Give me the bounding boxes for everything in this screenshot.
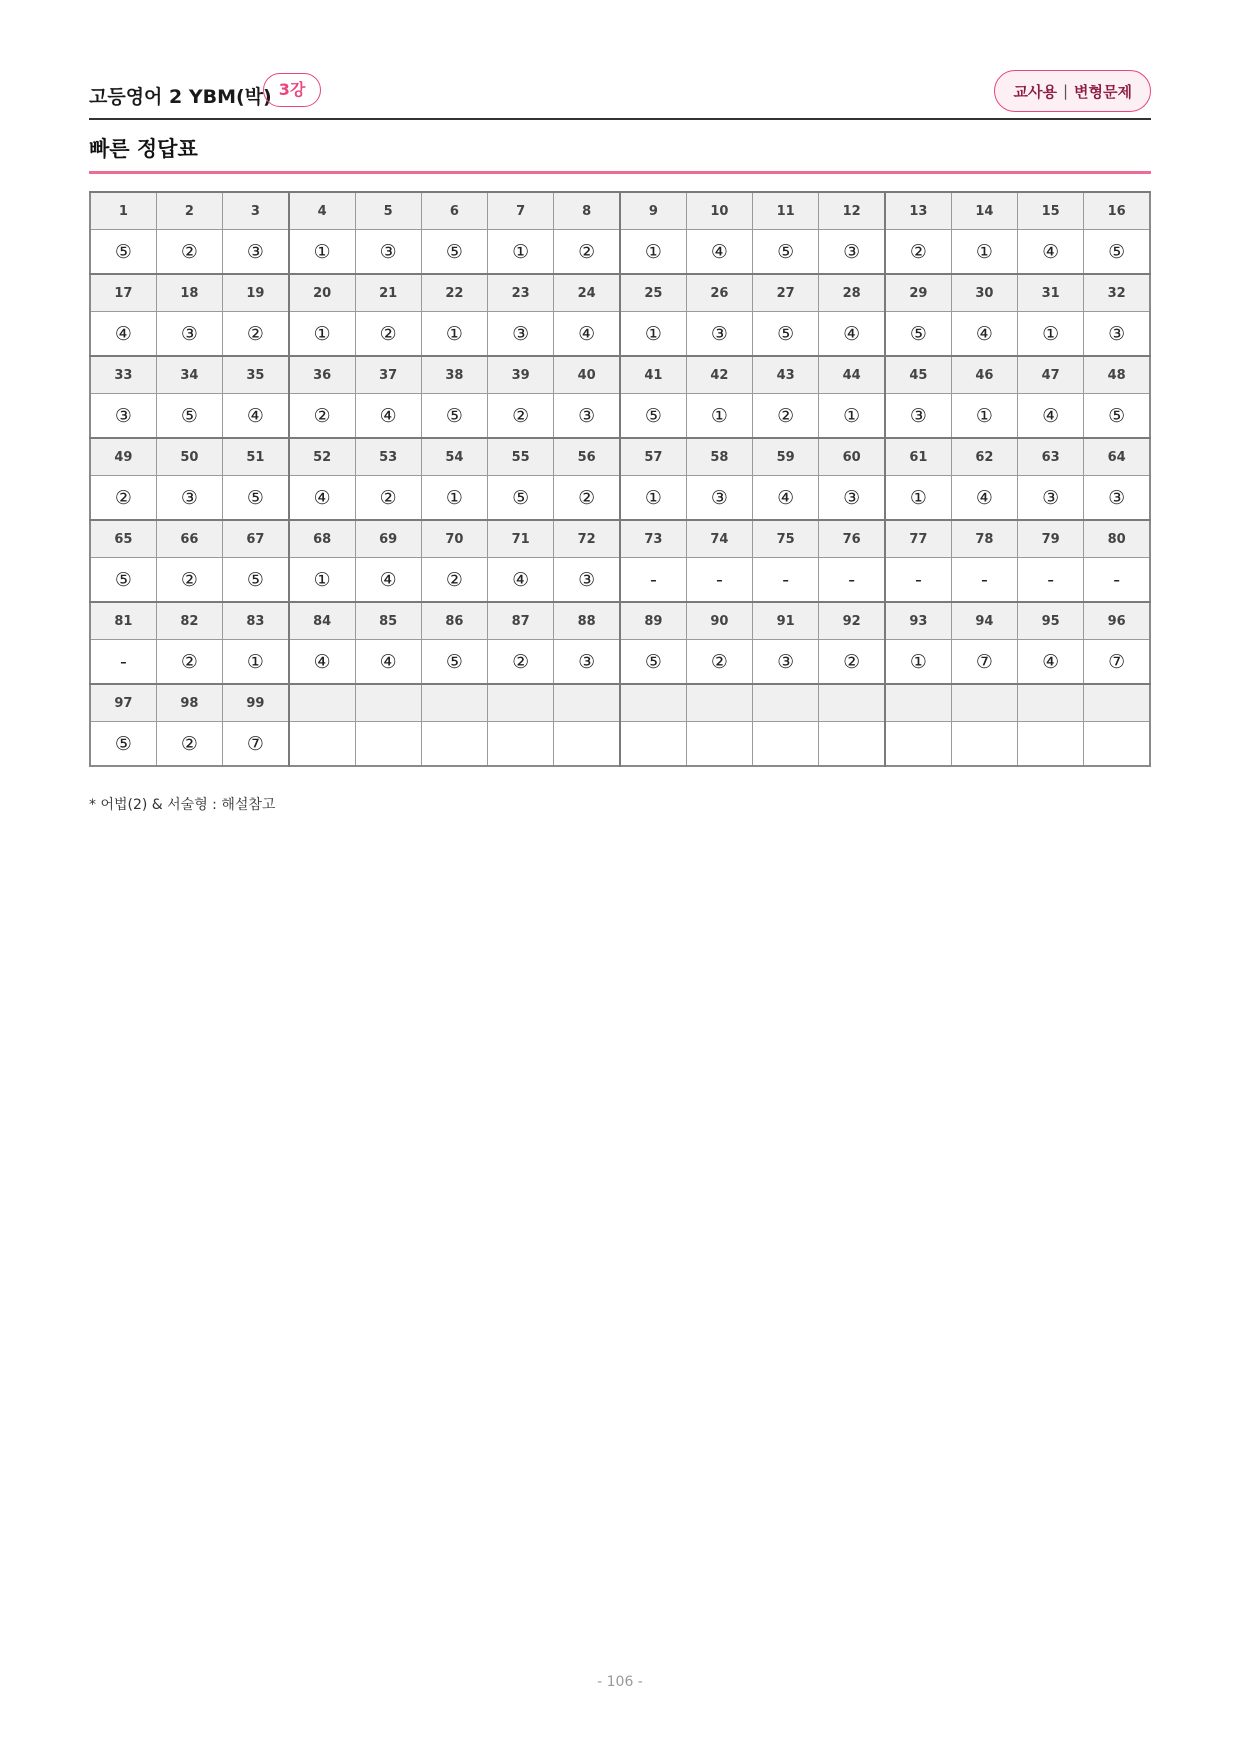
question-number-cell: 88 [554,602,620,640]
question-number-cell: 3 [223,192,289,230]
question-number-cell: 85 [355,602,421,640]
question-number-cell: 53 [355,438,421,476]
question-number-cell: 9 [620,192,686,230]
answer-cell: ⑤ [620,394,686,439]
answer-cell: - [620,558,686,603]
question-number-cell: 57 [620,438,686,476]
answer-cell: ③ [488,312,554,357]
question-number-cell: 34 [156,356,222,394]
question-number-cell: 73 [620,520,686,558]
question-number-row [90,602,1150,640]
question-number-cell: 63 [1018,438,1084,476]
answer-cell: ⑤ [421,640,487,685]
answer-cell: ⑤ [90,558,156,603]
question-number-cell: 33 [90,356,156,394]
question-number-cell: 56 [554,438,620,476]
answer-cell [1018,722,1084,767]
question-number-cell: 11 [753,192,819,230]
answer-row [90,558,1150,603]
question-number-cell: 80 [1084,520,1150,558]
answer-cell: - [686,558,752,603]
answer-cell: ③ [819,476,885,521]
question-number-cell: 79 [1018,520,1084,558]
question-number-cell: 59 [753,438,819,476]
question-number-cell: 70 [421,520,487,558]
answer-cell: ④ [355,394,421,439]
question-number-cell: 7 [488,192,554,230]
question-number-cell: 74 [686,520,752,558]
question-number-cell: 28 [819,274,885,312]
answer-cell: ① [421,476,487,521]
question-number-cell: 31 [1018,274,1084,312]
answer-cell: ③ [885,394,951,439]
question-number-cell: 22 [421,274,487,312]
answer-cell [819,722,885,767]
answer-cell: ④ [951,476,1017,521]
question-number-cell: 51 [223,438,289,476]
question-number-cell: 27 [753,274,819,312]
question-number-cell: 39 [488,356,554,394]
question-number-cell: 37 [355,356,421,394]
answer-row [90,394,1150,439]
question-number-cell: 55 [488,438,554,476]
question-number-cell: 78 [951,520,1017,558]
answer-cell: ③ [1084,312,1150,357]
answer-cell: ③ [554,394,620,439]
question-number-cell: 64 [1084,438,1150,476]
answer-cell: ② [488,394,554,439]
question-number-cell: 29 [885,274,951,312]
answer-cell: ② [223,312,289,357]
answer-cell: ④ [223,394,289,439]
question-number-row [90,192,1150,230]
answer-cell: ⑤ [421,394,487,439]
question-number-cell [686,684,752,722]
question-number-cell: 26 [686,274,752,312]
answer-cell [620,722,686,767]
question-number-row [90,356,1150,394]
answer-cell: ⑤ [885,312,951,357]
answer-cell: - [1018,558,1084,603]
type-label: 변형문제 [1074,82,1132,101]
question-number-cell: 45 [885,356,951,394]
answer-cell: ② [819,640,885,685]
answer-cell: ① [1018,312,1084,357]
question-number-cell: 65 [90,520,156,558]
question-number-cell: 93 [885,602,951,640]
question-number-cell: 41 [620,356,686,394]
answer-cell: ② [554,230,620,275]
answer-cell: ① [686,394,752,439]
question-number-cell: 91 [753,602,819,640]
answer-cell: ② [156,230,222,275]
answer-cell: - [90,640,156,685]
answer-cell: ③ [355,230,421,275]
question-number-cell: 1 [90,192,156,230]
question-number-cell: 71 [488,520,554,558]
answer-cell: ⑤ [90,230,156,275]
answer-row [90,230,1150,275]
answer-cell: ① [951,230,1017,275]
question-number-cell: 89 [620,602,686,640]
question-number-cell: 18 [156,274,222,312]
answer-cell: ② [421,558,487,603]
answer-cell: ③ [554,558,620,603]
question-number-cell: 30 [951,274,1017,312]
answer-cell: ③ [686,476,752,521]
answer-cell: ① [620,230,686,275]
answer-cell: - [1084,558,1150,603]
answer-cell: ⑦ [1084,640,1150,685]
question-number-cell [620,684,686,722]
question-number-cell: 60 [819,438,885,476]
question-number-cell: 96 [1084,602,1150,640]
question-number-cell: 49 [90,438,156,476]
question-number-cell: 48 [1084,356,1150,394]
question-number-cell: 43 [753,356,819,394]
question-number-cell: 24 [554,274,620,312]
question-number-cell: 66 [156,520,222,558]
answer-cell: ① [620,476,686,521]
question-number-cell: 38 [421,356,487,394]
answer-cell [355,722,421,767]
question-number-cell: 47 [1018,356,1084,394]
answer-cell: ④ [554,312,620,357]
answer-cell: ② [289,394,355,439]
answer-cell: ① [289,558,355,603]
question-number-cell: 76 [819,520,885,558]
question-number-cell: 5 [355,192,421,230]
answer-cell: ③ [819,230,885,275]
question-number-cell: 54 [421,438,487,476]
question-number-cell: 67 [223,520,289,558]
question-number-cell: 10 [686,192,752,230]
answer-cell: ⑤ [90,722,156,767]
answer-cell: ② [554,476,620,521]
badge-separator: | [1062,82,1069,100]
question-number-cell: 61 [885,438,951,476]
question-number-row [90,438,1150,476]
answer-cell: - [819,558,885,603]
question-number-cell: 99 [223,684,289,722]
answer-cell: ③ [1018,476,1084,521]
answer-cell: ③ [686,312,752,357]
question-number-cell [488,684,554,722]
question-number-cell: 97 [90,684,156,722]
question-number-cell: 77 [885,520,951,558]
question-number-cell: 2 [156,192,222,230]
answer-cell [753,722,819,767]
question-number-cell: 98 [156,684,222,722]
answer-cell: ④ [819,312,885,357]
answer-cell: ④ [355,558,421,603]
answer-cell: ② [156,640,222,685]
answer-cell: ④ [289,640,355,685]
question-number-cell: 92 [819,602,885,640]
answer-cell: - [753,558,819,603]
answer-cell: ⑦ [951,640,1017,685]
question-number-cell: 8 [554,192,620,230]
answer-cell: ② [885,230,951,275]
answer-key-table [89,191,1151,767]
question-number-cell: 72 [554,520,620,558]
answer-cell: ① [289,230,355,275]
question-number-cell: 83 [223,602,289,640]
answer-cell: ⑤ [753,230,819,275]
question-number-cell [289,684,355,722]
answer-cell: ⑤ [223,476,289,521]
answer-cell: ② [90,476,156,521]
answer-cell: ⑤ [421,230,487,275]
answer-cell: ④ [488,558,554,603]
answer-cell: ④ [1018,230,1084,275]
question-number-cell: 21 [355,274,421,312]
answer-cell: ⑤ [1084,394,1150,439]
answer-cell: ③ [554,640,620,685]
question-number-row [90,520,1150,558]
answer-cell: ④ [289,476,355,521]
answer-row [90,640,1150,685]
answer-cell [885,722,951,767]
answer-cell: ④ [753,476,819,521]
section-title: 빠른 정답표 [89,137,198,161]
answer-cell: ② [488,640,554,685]
answer-cell [421,722,487,767]
answer-cell: ① [819,394,885,439]
header-divider [89,118,1151,120]
answer-cell [554,722,620,767]
footnote: * 어법(2) & 서술형 : 해설참고 [89,797,276,813]
question-number-cell [421,684,487,722]
answer-row [90,722,1150,767]
question-number-cell: 14 [951,192,1017,230]
question-number-cell: 19 [223,274,289,312]
question-number-row [90,684,1150,722]
answer-cell: ⑤ [223,558,289,603]
answer-cell: ⑦ [223,722,289,767]
answer-cell [686,722,752,767]
answer-cell: - [885,558,951,603]
question-number-row [90,274,1150,312]
answer-cell [488,722,554,767]
answer-cell: ① [885,476,951,521]
answer-cell: ⑤ [753,312,819,357]
question-number-cell: 84 [289,602,355,640]
question-number-cell: 20 [289,274,355,312]
question-number-cell [1018,684,1084,722]
answer-cell: ④ [1018,640,1084,685]
answer-cell: ④ [951,312,1017,357]
question-number-cell: 17 [90,274,156,312]
answer-cell: ④ [1018,394,1084,439]
answer-cell: ① [885,640,951,685]
course-title: 고등영어 2 YBM(박) [89,86,272,108]
question-number-cell [885,684,951,722]
answer-cell: ① [289,312,355,357]
question-number-cell: 68 [289,520,355,558]
answer-cell: ② [686,640,752,685]
answer-cell: ④ [90,312,156,357]
question-number-cell: 32 [1084,274,1150,312]
answer-cell: ② [753,394,819,439]
question-number-cell: 42 [686,356,752,394]
question-number-cell: 25 [620,274,686,312]
question-number-cell [951,684,1017,722]
answer-cell: ⑤ [620,640,686,685]
question-number-cell: 23 [488,274,554,312]
answer-cell: ② [355,312,421,357]
answer-cell: ① [951,394,1017,439]
answer-cell: ⑤ [1084,230,1150,275]
answer-cell: ② [355,476,421,521]
question-number-cell: 94 [951,602,1017,640]
question-number-cell: 75 [753,520,819,558]
answer-cell [951,722,1017,767]
question-number-cell: 13 [885,192,951,230]
page-header [89,70,1151,120]
answer-cell [289,722,355,767]
question-number-cell: 36 [289,356,355,394]
answer-cell: ① [223,640,289,685]
answer-cell: ⑤ [488,476,554,521]
question-number-cell: 86 [421,602,487,640]
section-divider [89,171,1151,174]
question-number-cell: 69 [355,520,421,558]
page-number: - 106 - [597,1674,643,1690]
answer-cell: ⑤ [156,394,222,439]
question-number-cell: 87 [488,602,554,640]
question-number-cell: 52 [289,438,355,476]
question-number-cell: 15 [1018,192,1084,230]
question-number-cell: 95 [1018,602,1084,640]
lesson-badge: 3강 [263,73,321,107]
answer-cell: ① [620,312,686,357]
question-number-cell: 6 [421,192,487,230]
question-number-cell: 12 [819,192,885,230]
question-number-cell: 58 [686,438,752,476]
question-number-cell [753,684,819,722]
answer-cell: ③ [753,640,819,685]
answer-cell: ③ [223,230,289,275]
answer-row [90,476,1150,521]
question-number-cell [1084,684,1150,722]
question-number-cell: 81 [90,602,156,640]
question-number-cell: 4 [289,192,355,230]
answer-row [90,312,1150,357]
question-number-cell: 35 [223,356,289,394]
question-number-cell: 46 [951,356,1017,394]
question-number-cell [355,684,421,722]
audience-label: 교사용 [1013,82,1057,101]
answer-cell: ④ [355,640,421,685]
question-number-cell [554,684,620,722]
document-type-badge [994,70,1151,112]
answer-cell: ③ [156,312,222,357]
question-number-cell: 40 [554,356,620,394]
answer-cell: ③ [156,476,222,521]
question-number-cell: 44 [819,356,885,394]
question-number-cell: 82 [156,602,222,640]
question-number-cell: 62 [951,438,1017,476]
answer-cell: ④ [686,230,752,275]
question-number-cell [819,684,885,722]
answer-cell: ② [156,722,222,767]
answer-cell: ① [488,230,554,275]
answer-cell: ③ [1084,476,1150,521]
answer-cell [1084,722,1150,767]
answer-cell: ② [156,558,222,603]
question-number-cell: 50 [156,438,222,476]
answer-cell: ③ [90,394,156,439]
answer-cell: ① [421,312,487,357]
question-number-cell: 90 [686,602,752,640]
answer-cell: - [951,558,1017,603]
question-number-cell: 16 [1084,192,1150,230]
